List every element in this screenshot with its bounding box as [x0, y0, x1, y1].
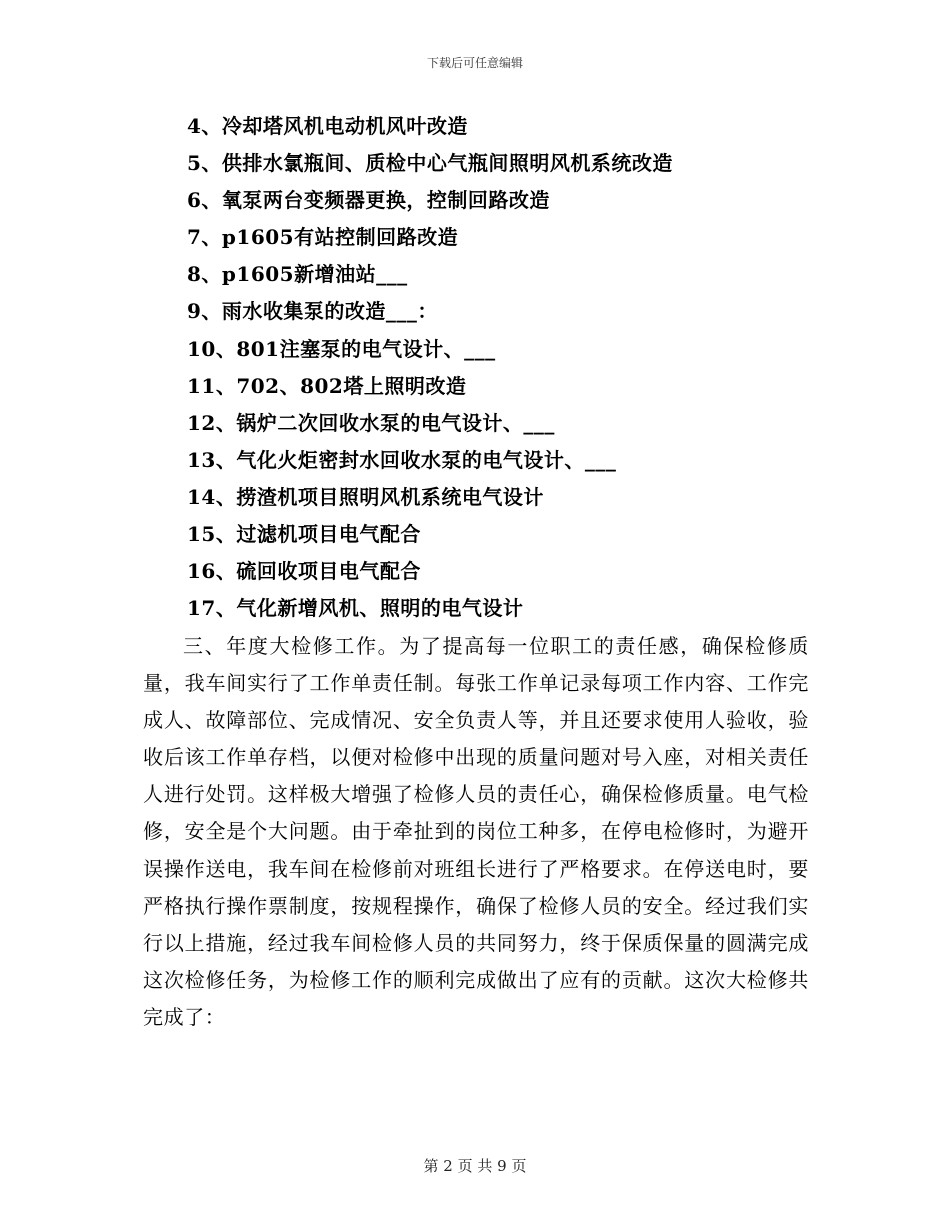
- list-item: 8、p1605新增油站___: [187, 262, 408, 287]
- list-item: 6、氧泵两台变频器更换，控制回路改造: [187, 188, 550, 213]
- list-item: 17、气化新增风机、照明的电气设计: [187, 596, 524, 621]
- task-list: [187, 108, 673, 627]
- list-item: 5、供排水氯瓶间、质检中心气瓶间照明风机系统改造: [187, 151, 673, 176]
- list-item: 16、硫回收项目电气配合: [187, 559, 421, 584]
- list-item: 15、过滤机项目电气配合: [187, 522, 421, 547]
- page-header: 下载后可任意编辑: [426, 56, 523, 70]
- list-item: 9、雨水收集泵的改造___：: [187, 299, 438, 324]
- list-item: 13、气化火炬密封水回收水泵的电气设计、___: [187, 447, 617, 472]
- list-item: 12、锅炉二次回收水泵的电气设计、___: [187, 410, 555, 435]
- list-item: 10、801注塞泵的电气设计、___: [187, 336, 496, 361]
- page-number: 第 2 页 共 9 页: [423, 1157, 527, 1175]
- list-item: 7、p1605有站控制回路改造: [187, 225, 459, 250]
- list-item: 4、冷却塔风机电动机风叶改造: [187, 114, 468, 138]
- body-paragraph: 三、年度大检修工作。为了提高每一位职工的责任感，确保检修质量，我车间实行了工作单责任制。每张工作单记录每项工作内容、工作完成人、故障部位、完成情况、安全负责人等，并且还要求使用人验收，验收后该工作单存档，以便对检修中出现的质量问题对号入座，对相关责任人进行处罚。这样极大增强了检修人员的责任心，确保检修质量。电气检修，安全是个大问题。由于牵扯到的岗位工种多，在停电检修时，为避开误操作送电，我车间在检修前对班组长进行了严格要求。在停送电时，要严格执行操作票制度，按规程操作，确保了检修人员的安全。经过我们实行以上措施，经过我车间检修人员的共同努力，终于保质保量的圆满完成这次检修任务，为检修工作的顺利完成做出了应有的贡献。这次大检修共完成了：: [143, 634, 809, 1029]
- list-item: 11、702、802塔上照明改造: [187, 373, 467, 398]
- list-item: 14、捞渣机项目照明风机系统电气设计: [187, 484, 544, 509]
